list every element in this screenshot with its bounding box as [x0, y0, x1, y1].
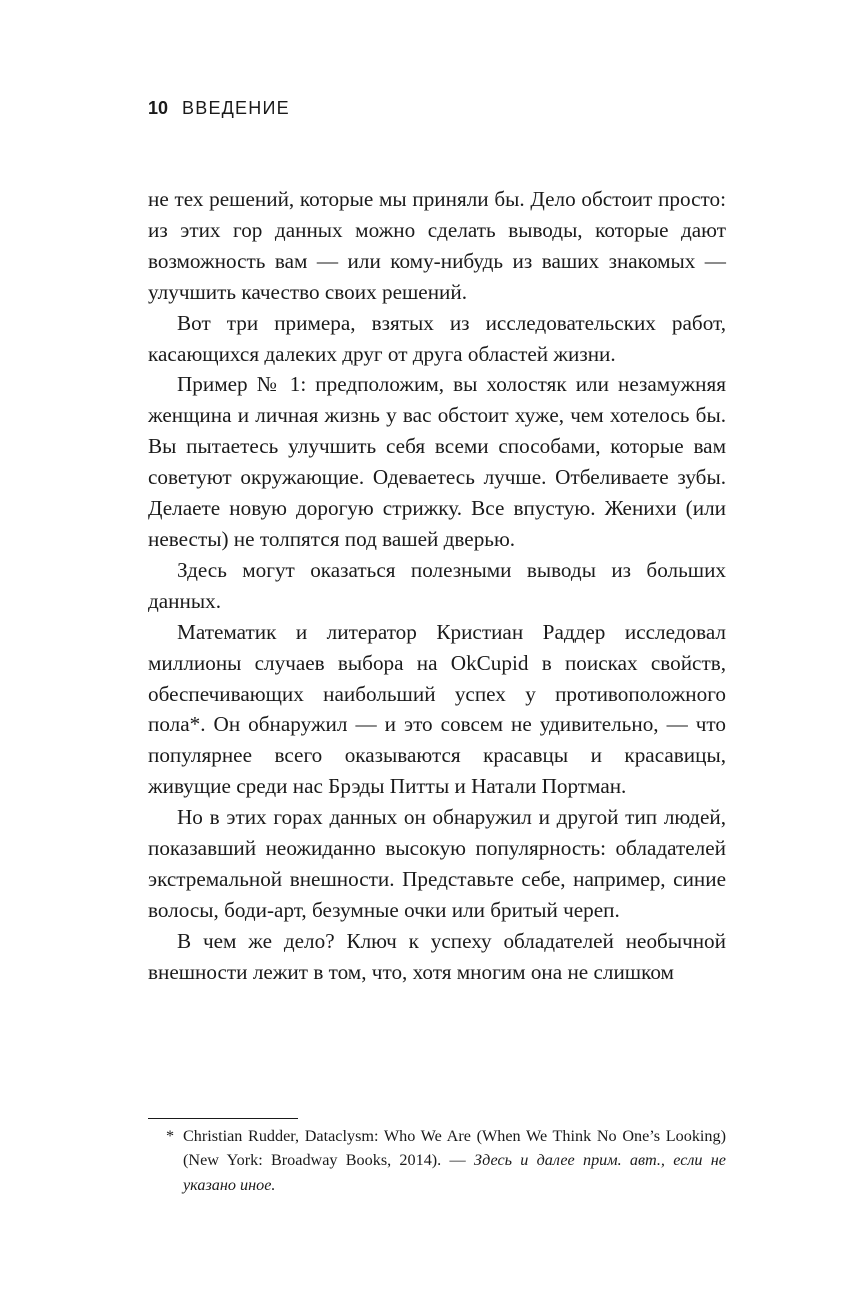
paragraph: Математик и литератор Кристиан Раддер исследовал миллионы случаев выбора на OkCupid в поисках свойств, обеспечивающих наибольший успех у противоположного пола*. Он обнаружил — и это совсем не удивительно, — что популярнее всего оказываются красавцы и красавицы, живущие среди нас Брэды Питты и Натали Портман. [148, 619, 726, 799]
footnote [148, 1124, 726, 1197]
footnote-citation: Christian Rudder, Dataclysm: Who We Are (When We Think No One’s Looking) (New York: Broadway Books, 2014). — [183, 1127, 726, 1170]
page-number: 10 [148, 98, 169, 118]
footnote-body [183, 1124, 726, 1197]
body-text [148, 184, 726, 988]
paragraph: Пример № 1: предположим, вы холостяк или незамужняя женщина и личная жизнь у вас обстоит хуже, чем хотелось бы. Вы пытаетесь улучшить себя всеми способами, которые вам советуют окружающие. Одеваетесь лучше. Отбеливаете зубы. Делаете новую дорогую стрижку. Все впустую. Женихи (или невесты) не толпятся под вашей дверью. [148, 372, 726, 551]
footnote-divider [148, 1118, 298, 1119]
paragraph: Но в этих горах данных он обнаружил и другой тип людей, показавший неожиданно высокую популярность: обладателей экстремальной внешности. Представьте себе, например, синие волосы, боди-арт, безумные очки или бритый череп. [148, 805, 726, 922]
paragraph-continued: не тех решений, которые мы приняли бы. Дело обстоит просто: из этих гор данных можно сделать выводы, которые дают возможность вам — или кому-нибудь из ваших знакомых — улучшить качество своих решений. [148, 187, 726, 304]
footnote-note: Здесь и далее прим. авт., если не указано иное. [183, 1151, 726, 1194]
running-header [148, 98, 290, 119]
footnote-marker: * [166, 1127, 175, 1145]
paragraph: Вот три примера, взятых из исследовательских работ, касающихся далеких друг от друга областей жизни. [148, 310, 726, 366]
paragraph: Здесь могут оказаться полезными выводы из больших данных. [148, 557, 726, 613]
paragraph: В чем же дело? Ключ к успеху обладателей необычной внешности лежит в том, что, хотя многим она не слишком [148, 928, 726, 984]
section-title: ВВЕДЕНИЕ [182, 98, 290, 118]
